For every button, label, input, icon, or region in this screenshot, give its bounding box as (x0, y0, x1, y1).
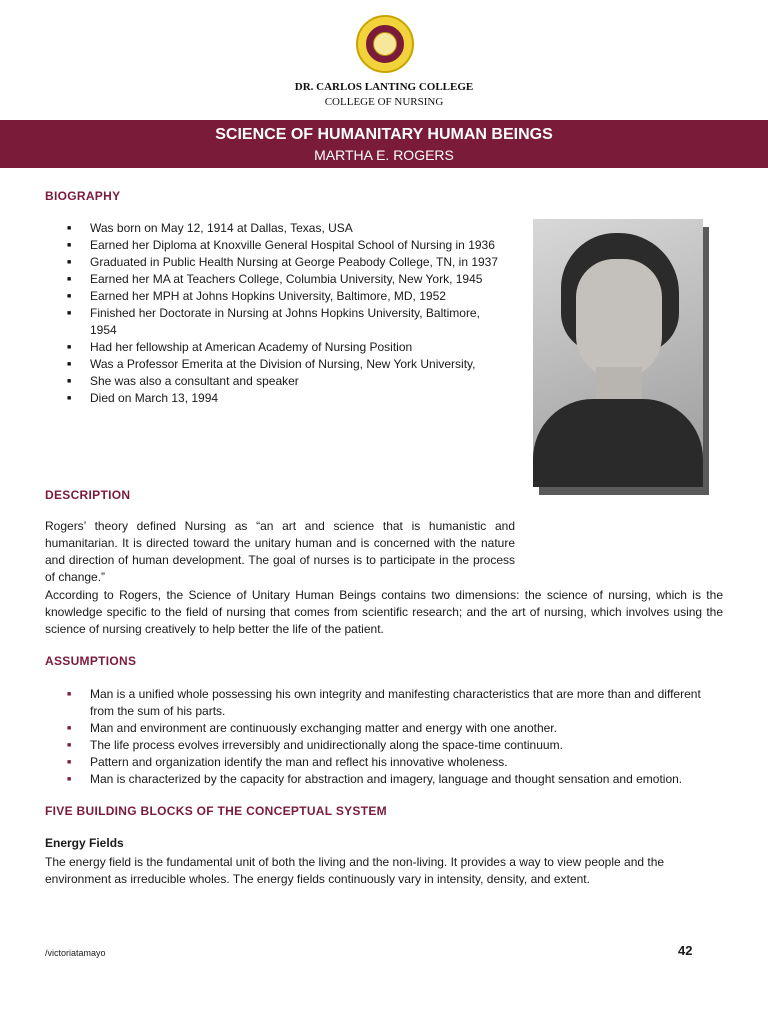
energy-fields-subheading: Energy Fields (45, 836, 124, 850)
building-blocks-heading: FIVE BUILDING BLOCKS OF THE CONCEPTUAL SYSTEM (45, 804, 387, 818)
list-item: ■ Finished her Doctorate in Nursing at Johns Hopkins University, Baltimore, 1954 (45, 305, 505, 339)
document-subtitle: MARTHA E. ROGERS (314, 147, 454, 163)
list-item: ■ The life process evolves irreversibly and unidirectionally along the space-time continuum. (45, 737, 725, 754)
college-seal-icon (356, 15, 414, 73)
seal-core (373, 32, 397, 56)
list-item: ■ She was also a consultant and speaker (45, 373, 505, 390)
seal-inner-ring (364, 23, 406, 65)
description-heading: DESCRIPTION (45, 488, 131, 502)
list-item: ■ Man and environment are continuously exchanging matter and energy with one another. (45, 720, 725, 737)
biography-list (45, 220, 505, 407)
list-item: ■ Earned her MA at Teachers College, Columbia University, New York, 1945 (45, 271, 505, 288)
document-title: SCIENCE OF HUMANITARY HUMAN BEINGS (215, 126, 553, 143)
college-name: DR. CARLOS LANTING COLLEGE (294, 81, 474, 93)
title-banner (0, 120, 768, 168)
portrait-photo (533, 219, 703, 487)
list-item: ■ Was a Professor Emerita at the Division of Nursing, New York University, (45, 356, 505, 373)
list-item: ■ Had her fellowship at American Academy of Nursing Position (45, 339, 505, 356)
list-item: ■ Died on March 13, 1994 (45, 390, 505, 407)
list-item: ■ Man is characterized by the capacity for abstraction and imagery, language and thought sensation and emotion. (45, 771, 725, 788)
list-item: ■ Earned her MPH at Johns Hopkins University, Baltimore, MD, 1952 (45, 288, 505, 305)
list-item: ■ Pattern and organization identify the man and reflect his innovative wholeness. (45, 754, 725, 771)
portrait-face (576, 259, 662, 379)
page-number: 42 (678, 943, 693, 958)
list-item: ■ Was born on May 12, 1914 at Dallas, Texas, USA (45, 220, 505, 237)
list-item: ■ Man is a unified whole possessing his own integrity and manifesting characteristics that are more than and different from the sum of his parts. (45, 686, 725, 720)
assumptions-heading: ASSUMPTIONS (45, 654, 137, 668)
description-paragraph-1: Rogers’ theory defined Nursing as “an art and science that is humanistic and humanitarian. It is directed toward the unitary human and is concerned with the nature and direction of human development. The goal of nurses is to participate in the process of change.” (45, 519, 515, 584)
description-paragraph-2: According to Rogers, the Science of Unitary Human Beings contains two dimensions: the science of nursing, which is the knowledge specific to the field of nursing that comes from scientific research; and the art of nursing, which involves using the science of nursing creatively to help better the life of the patient. (45, 588, 723, 636)
footer-credit: /victoriatamayo (45, 948, 106, 958)
energy-fields-paragraph: The energy field is the fundamental unit of both the living and the non-living. It provides a way to view people and the environment as irreducible wholes. The energy fields continuously vary in intensity, density, and extent. (45, 855, 665, 886)
college-subtitle: COLLEGE OF NURSING (324, 96, 444, 108)
biography-heading: BIOGRAPHY (45, 189, 121, 203)
list-item: ■ Earned her Diploma at Knoxville General Hospital School of Nursing in 1936 (45, 237, 505, 254)
portrait-dress (533, 399, 703, 487)
assumptions-list (45, 686, 725, 788)
list-item: ■ Graduated in Public Health Nursing at George Peabody College, TN, in 1937 (45, 254, 505, 271)
